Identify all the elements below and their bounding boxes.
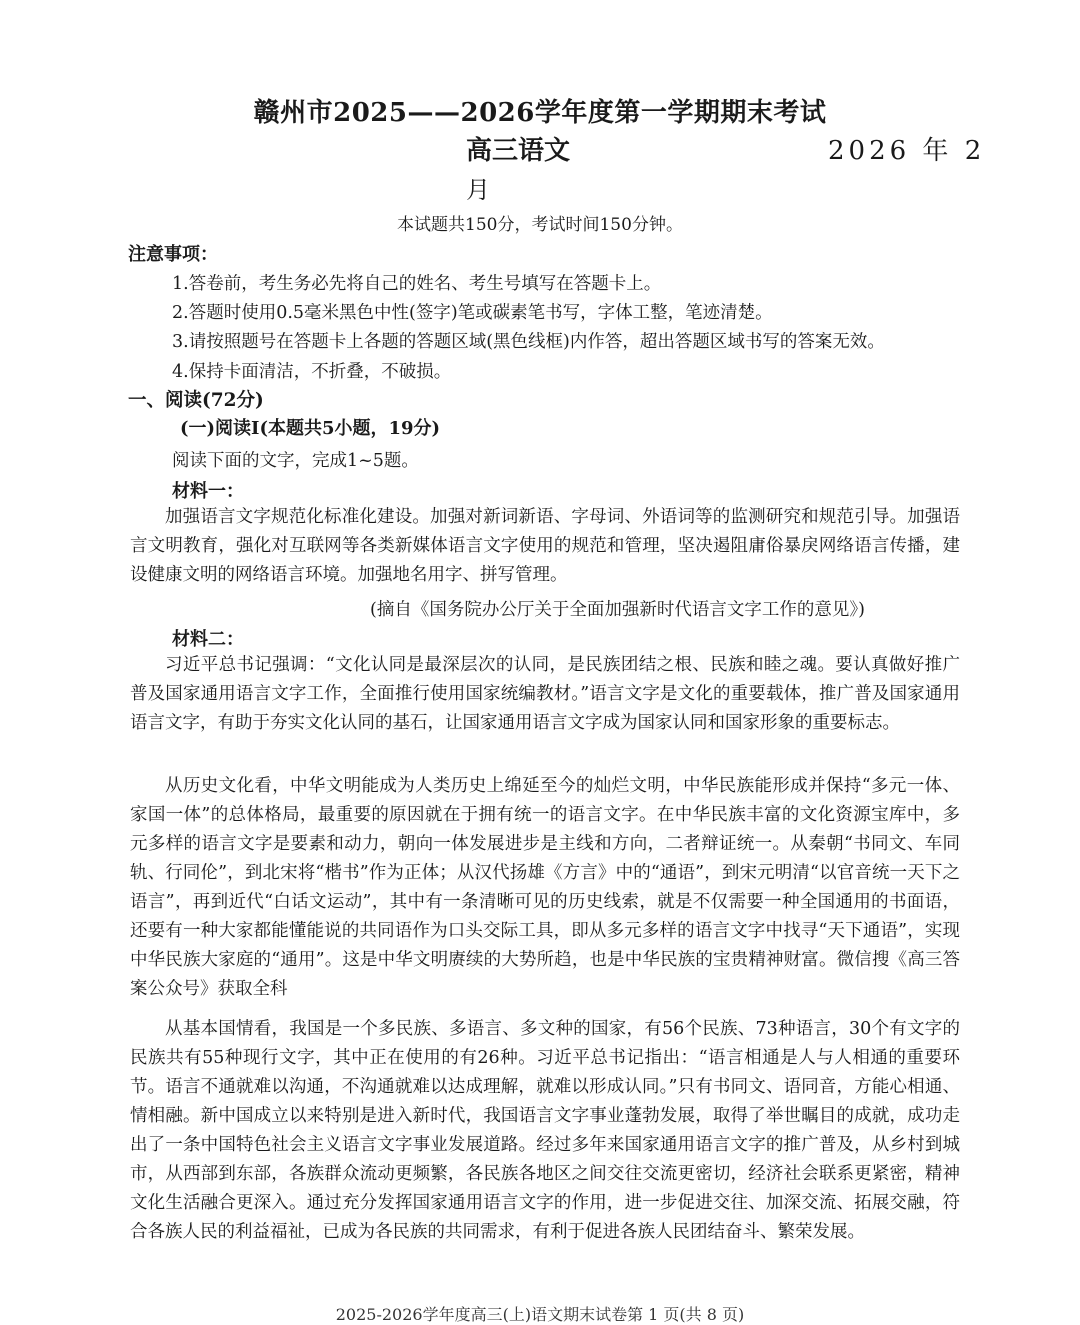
exam-info: 本试题共150分，考试时间150分钟。 bbox=[397, 215, 683, 235]
material1-label: 材料一： bbox=[172, 481, 244, 502]
material1-text: 加强语言文字规范化标准化建设。加强对新词新语、字母词、外语词等的监测研究和规范引导。加强语言文明教育，强化对互联网等各类新媒体语言文字使用的规范和管理，坚决遏阻庸俗暴戾网络语言传播，建设健康文明的网络语言环境。加强地名用字、拼写管理。 bbox=[130, 507, 960, 585]
reading-instruction: 阅读下面的文字，完成1~5题。 bbox=[172, 451, 419, 471]
exam-title: 赣州市2025——2026学年度第一学期期末考试 bbox=[253, 98, 827, 128]
material1-source: (摘自《国务院办公厅关于全面加强新时代语言文字工作的意见》) bbox=[370, 600, 865, 620]
material2-paragraph: 从历史文化看，中华文明能成为人类历史上绵延至今的灿烂文明，中华民族能形成并保持“多元一体、家国一体”的总体格局，最重要的原因就在于拥有统一的语言文字。在中华民族丰富的文化资源宝库中，多元多样的语言文字是要素和动力，朝向一体发展进步是主线和方向，二者辩证统一。从秦朝“书同文、车同轨、行同伦”，到北宋将“楷书”作为正体；从汉代扬雄《方言》中的“通语”，到宋元明清“以官音统一天下之语言”，再到近代“白话文运动”，其中有一条清晰可见的历史线索，就是不仅需要一种全国通用的书面语，还要有一种大家都能懂能说的共同语作为口头交际工具，即从多元多样的语言文字中找寻“天下通语”，实现中华民族大家庭的“通用”。这是中华文明赓续的大势所趋，也是中华民族的宝贵精神财富。微信搜《高三答案公众号》获取全科 bbox=[130, 776, 960, 999]
note-item: 4.保持卡面清洁，不折叠，不破损。 bbox=[172, 362, 452, 382]
material2-paragraph: 从基本国情看，我国是一个多民族、多语言、多文种的国家，有56个民族、73种语言，30个有文字的民族共有55种现行文字，其中正在使用的有26种。习近平总书记指出：“语言相通是人与人相通的重要环节。语言不通就难以沟通，不沟通就难以达成理解，就难以形成认同。”只有书同文、语同音，方能心相通、情相融。新中国成立以来特别是进入新时代，我国语言文字事业蓬勃发展，取得了举世瞩目的成就，成功走出了一条中国特色社会主义语言文字事业发展道路。经过多年来国家通用语言文字的推广普及，从乡村到城市，从西部到东部，各族群众流动更频繁，各民族各地区之间交往交流更密切，经济社会联系更紧密，精神文化生活融合更深入。通过充分发挥国家通用语言文字的作用，进一步促进交往、加深交流、拓展交融，符合各族人民的利益福祉，已成为各民族的共同需求，有利于促进各族人民团结奋斗、繁荣发展。 bbox=[130, 1019, 960, 1242]
page-footer: 2025-2026学年度高三(上)语文期末试卷第 1 页(共 8 页) bbox=[335, 1305, 745, 1324]
note-item: 2.答题时使用0.5毫米黑色中性(签字)笔或碳素笔书写，字体工整，笔迹清楚。 bbox=[172, 303, 773, 323]
note-item: 1.答卷前，考生务必先将自己的姓名、考生号填写在答题卡上。 bbox=[172, 274, 662, 294]
material2-label: 材料二： bbox=[172, 629, 244, 650]
exam-date: 2026 年 2 bbox=[828, 136, 986, 166]
notes-heading: 注意事项： bbox=[128, 244, 218, 265]
subsection-heading: (一)阅读Ⅰ(本题共5小题，19分) bbox=[180, 418, 441, 439]
material2-paragraph: 习近平总书记强调：“文化认同是最深层次的认同，是民族团结之根、民族和睦之魂。要认真做好推广普及国家通用语言文字工作，全面推行使用国家统编教材。”语言文字是文化的重要载体，推广普及国家通用语言文字，有助于夯实文化认同的基石，让国家通用语言文字成为国家认同和国家形象的重要标志。 bbox=[130, 655, 960, 733]
section-heading: 一、阅读(72分) bbox=[128, 390, 264, 411]
note-item: 3.请按照题号在答题卡上各题的答题区域(黑色线框)内作答，超出答题区域书写的答案无效。 bbox=[172, 332, 885, 352]
exam-date-month: 月 bbox=[466, 176, 490, 204]
subject-title: 高三语文 bbox=[466, 136, 571, 166]
